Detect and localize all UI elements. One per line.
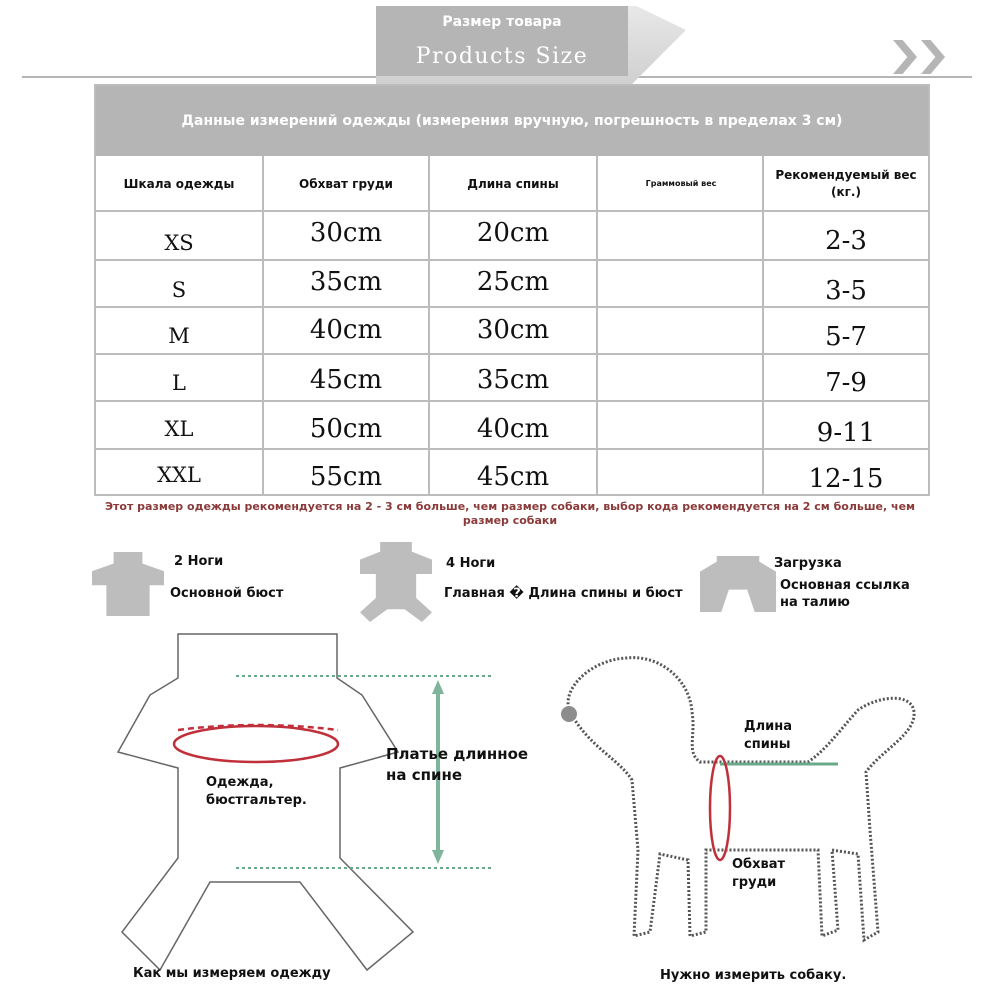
size-cell: M — [168, 324, 190, 348]
gram-cell — [598, 214, 762, 252]
size-cell: XL — [164, 417, 194, 441]
back-cell: 30cm — [476, 315, 550, 345]
gram-cell — [598, 361, 762, 399]
legend-two-legs-title: 2 Ноги — [174, 554, 224, 569]
back-cell: 45cm — [476, 462, 550, 492]
sizing-note: Этот размер одежды рекомендуется на 2 - 3 см больше, чем размер собаки, выбор кода рекомендуется на 2 см больше, чем размер собаки — [104, 500, 916, 528]
weight-cell: 3-5 — [825, 276, 867, 306]
weight-cell: 5-7 — [825, 322, 867, 352]
back-cell: 40cm — [476, 414, 550, 444]
weight-cell: 7-9 — [825, 368, 867, 398]
four-legs-garment-icon — [360, 542, 432, 622]
gram-cell — [598, 311, 762, 349]
dog-back-label: Длина спины — [744, 719, 792, 753]
chest-cell: 50cm — [309, 414, 383, 444]
weight-cell: 2-3 — [825, 226, 867, 256]
weight-cell: 9-11 — [816, 418, 876, 448]
size-cell: L — [172, 371, 186, 395]
header-title-en: Products Size — [415, 44, 589, 69]
chevron-right-icon — [893, 40, 917, 74]
chest-cell: 30cm — [309, 218, 383, 248]
column-header-rec-weight: Рекомендуемый вес (кг.) — [775, 168, 917, 199]
arrow-up-icon — [432, 680, 444, 694]
size-cell: XS — [164, 231, 194, 255]
legend-load-desc: Основная ссылка на талию — [780, 578, 910, 610]
garment-caption: Как мы измеряем одежду — [133, 966, 331, 981]
column-header-gram-weight: Граммовый вес — [645, 179, 717, 189]
two-legs-garment-icon — [92, 552, 164, 616]
column-header-size: Шкала одежды — [123, 176, 235, 191]
header-title-ru: Размер товара — [442, 14, 562, 30]
legend-four-legs-title: 4 Ноги — [446, 556, 496, 571]
legend-two-legs-desc: Основной бюст — [170, 586, 284, 601]
back-cell: 20cm — [476, 218, 550, 248]
size-cell: XXL — [157, 463, 201, 487]
chevron-right-icon — [921, 40, 945, 74]
gram-cell — [598, 458, 762, 496]
table-title: Данные измерений одежды (измерения вручную, погрешность в пределах 3 см) — [96, 86, 928, 156]
size-table — [94, 84, 930, 496]
chest-cell: 35cm — [309, 267, 383, 297]
load-garment-icon — [700, 556, 776, 612]
dog-outline — [568, 658, 914, 940]
table-divider — [96, 210, 928, 212]
weight-cell: 12-15 — [808, 464, 884, 494]
gram-cell — [598, 410, 762, 448]
back-cell: 35cm — [476, 365, 550, 395]
garment-length-label: Платье длинное на спине — [386, 745, 529, 784]
dog-caption: Нужно измерить собаку. — [660, 968, 847, 983]
arrow-down-icon — [432, 850, 444, 864]
dog-diagram — [540, 640, 960, 990]
size-cell: S — [171, 278, 187, 302]
dog-chest-label: Обхват груди — [732, 857, 786, 891]
column-header-chest: Обхват груди — [299, 176, 393, 191]
chest-cell: 45cm — [309, 365, 383, 395]
gram-cell — [598, 263, 762, 301]
legend-four-legs-desc: Главная � Длина спины и бюст — [444, 586, 683, 601]
dog-nose — [561, 706, 577, 722]
column-header-back: Длина спины — [467, 176, 559, 191]
garment-chest-label: Одежда, бюстгальтер. — [206, 775, 307, 809]
legend-load-title: Загрузка — [774, 556, 842, 571]
back-cell: 25cm — [476, 267, 550, 297]
dog-chest-ring — [710, 756, 730, 860]
chest-cell: 40cm — [309, 315, 383, 345]
chest-cell: 55cm — [309, 462, 383, 492]
